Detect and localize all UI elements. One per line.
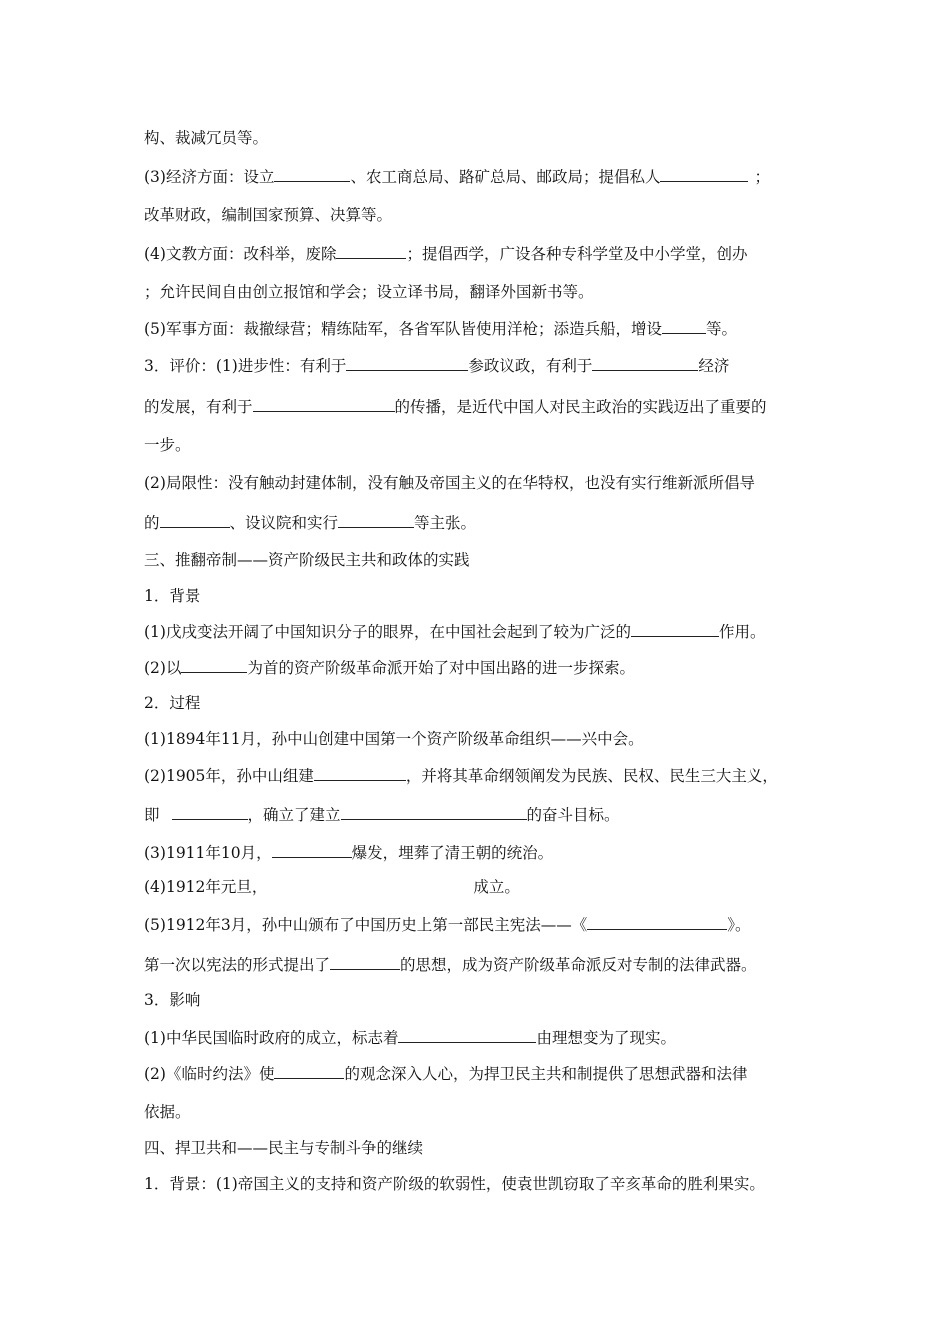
answer-blank[interactable]	[314, 765, 406, 781]
text-line: ；允许民间自由创立报馆和学会；设立译书局，翻译外国新书等。	[144, 283, 594, 301]
answer-blank[interactable]	[341, 804, 527, 820]
answer-blank[interactable]	[160, 512, 230, 528]
text-line-economy: (3)经济方面：设立 、农工商总局、路矿总局、邮政局；提倡私人 ；	[144, 168, 770, 186]
subsection-heading: 3．影响	[144, 991, 201, 1009]
answer-blank[interactable]	[253, 396, 395, 412]
text-line: 依据。	[144, 1103, 191, 1121]
text-line: (2)1905年，孙中山组建 ，并将其革命纲领阐发为民族、民权、民生三大主义，	[144, 767, 778, 785]
answer-blank[interactable]	[274, 166, 350, 182]
text-line: 1．背景：(1)帝国主义的支持和资产阶级的软弱性，使袁世凯窃取了辛亥革命的胜利果实。	[144, 1175, 765, 1193]
answer-blank[interactable]	[338, 512, 414, 528]
text-line: (4)1912年元旦， 成立。	[144, 878, 520, 896]
text-line: 构、裁减冗员等。	[144, 129, 269, 147]
text-line-military: (5)军事方面：裁撤绿营；精练陆军，各省军队皆使用洋枪；添造兵船，增设 等。	[144, 320, 737, 338]
answer-blank[interactable]	[587, 914, 727, 930]
subsection-heading: 1．背景	[144, 587, 201, 605]
text-line: 第一次以宪法的形式提出了 的思想，成为资产阶级革命派反对专制的法律武器。	[144, 956, 757, 974]
text-line-evaluation: 3．评价：(1)进步性：有利于 参政议政，有利于 经济	[144, 357, 730, 375]
text-line: (1)中华民国临时政府的成立，标志着 由理想变为了现实。	[144, 1029, 676, 1047]
answer-blank[interactable]	[592, 355, 698, 371]
answer-blank[interactable]	[398, 1027, 536, 1043]
text-line: (3)1911年10月， 爆发，埋葬了清王朝的统治。	[144, 844, 554, 862]
section-heading: 四、捍卫共和——民主与专制斗争的继续	[144, 1139, 424, 1157]
subsection-heading: 2．过程	[144, 694, 201, 712]
text-line: (5)1912年3月，孙中山颁布了中国历史上第一部民主宪法——《 》。	[144, 916, 751, 934]
text-line: (2)《临时约法》使 的观念深入人心，为捍卫民主共和制提供了思想武器和法律	[144, 1065, 748, 1083]
text-line: (1)戊戌变法开阔了中国知识分子的眼界，在中国社会起到了较为广泛的 作用。	[144, 623, 766, 641]
answer-blank[interactable]	[660, 166, 748, 182]
text-line: 即 ，确立了建立 的奋斗目标。	[144, 806, 620, 824]
answer-blank[interactable]	[631, 621, 719, 637]
answer-blank[interactable]	[172, 804, 248, 820]
text-line-limitation: (2)局限性：没有触动封建体制，没有触及帝国主义的在华特权，也没有实行维新派所倡导	[144, 474, 755, 492]
text-line: 的 、设议院和实行 等主张。	[144, 514, 477, 532]
answer-blank[interactable]	[346, 355, 468, 371]
text-line: (1)1894年11月，孙中山创建中国第一个资产阶级革命组织——兴中会。	[144, 730, 644, 748]
answer-blank[interactable]	[274, 1063, 344, 1079]
text-line-culture: (4)文教方面：改科举，废除 ；提倡西学，广设各种专科学堂及中小学堂，创办	[144, 245, 748, 263]
text-line: (2)以 为首的资产阶级革命派开始了对中国出路的进一步探索。	[144, 659, 635, 677]
section-heading: 三、推翻帝制——资产阶级民主共和政体的实践	[144, 551, 470, 569]
text-line: 一步。	[144, 436, 191, 454]
answer-blank[interactable]	[336, 243, 406, 259]
answer-blank[interactable]	[330, 954, 400, 970]
text-line: 改革财政，编制国家预算、决算等。	[144, 206, 393, 224]
text-line: 的发展，有利于 的传播，是近代中国人对民主政治的实践迈出了重要的	[144, 398, 767, 416]
answer-blank[interactable]	[181, 657, 247, 673]
answer-blank[interactable]	[662, 318, 706, 334]
answer-blank[interactable]	[272, 842, 352, 858]
